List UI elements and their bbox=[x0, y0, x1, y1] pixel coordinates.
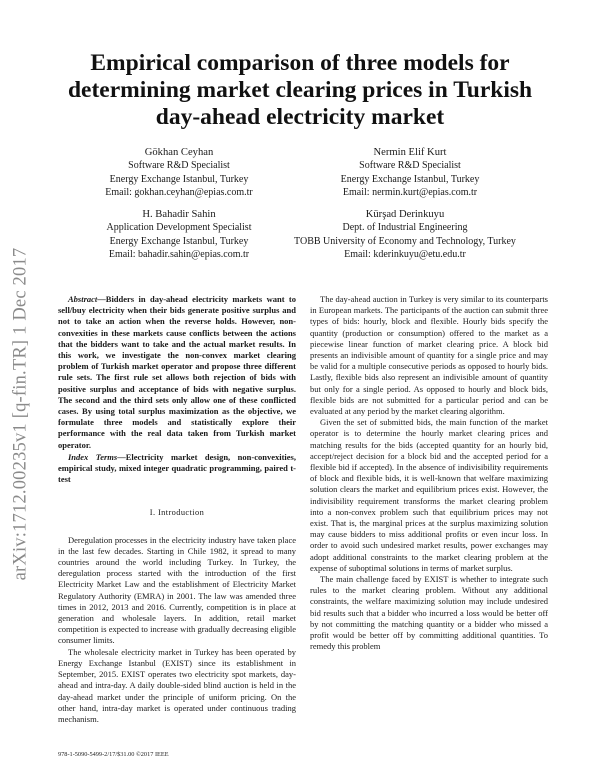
abstract-text: —Bidders in day-ahead electricity markets want to sell/buy electricity when their bids generate positive surplus and not to take an action when the reverse holds. However, non-convexities in these markets cause conflicts between the actions that the bidders want to take and the actual market results. In this work, we investigate the non-convex market clearing problem of Turkish market operator and propose three different rule sets. The first rule set allows both rejection of bids with positive surplus and acceptance of bids with negative surplus. The second and the third sets only allow one of these conflicted cases. By using total surplus maximization as the objective, we formulate three models and statistically explore their performance with the real data taken from Turkish market operator. bbox=[58, 294, 296, 450]
body-paragraph: The wholesale electricity market in Turkey has been operated by Energy Exchange Istanbul (EXIST) since its establishment in September, 2015. EXIST operates two electricity spot markets, day-ahead and intra-day. A daily double-sided blind auction is held in the day-ahead market under the principle of uniform pricing. On the other hand, intra-day market is operated under continuous trading mechanism. bbox=[58, 646, 296, 724]
right-column bbox=[310, 294, 548, 653]
arxiv-sidebar bbox=[2, 214, 40, 614]
body-paragraph: Deregulation processes in the electricity industry have taken place in the last few decades. Starting in Chile 1982, it spread to many countries around the world including Turkey. In Turkey, the deregulation process started with the introduction of the first Electricity Market Law and the establishment of Electricity Market Regulatory Authority (EMRA) in 2001. The law was amended three times in 2012, 2013 and 2016. Currently, competition is in place at generation and wholesale layers. In addition, retail market competition is expected to increase with gradually decreasing eligible consumer limits. bbox=[58, 534, 296, 646]
author-block bbox=[300, 146, 520, 199]
index-terms bbox=[58, 452, 296, 486]
author-role: Software R&D Specialist bbox=[359, 160, 461, 172]
body-paragraph: Given the set of submitted bids, the main function of the market operator is to determine the hourly market clearing prices and matching results for the bids (accepted quantity for an hourly bid, accept/reject decision for a block bid and the accepted period for a flexible bid if accepted). In the absence of indivisibility requirements of block and flexible bids, it is well-known that welfare maximizing solution clears the market and equilibrium prices exist. However, the indivisibility requirement transforms the market clearing problem into a non-convex problem such that equilibrium prices may not exist. That is, the marginal prices at the surplus maximizing solution may cause bidders to miss additional profits or even incur loss. In order to avoid such undesired market results, power exchanges may adopt additional constraints to the market clearing problem at the expense of suboptimal solutions in terms of market surplus. bbox=[310, 417, 548, 573]
index-terms-text: —Electricity market design, non-convexities, empirical study, mixed integer quadratic programming, paired t-test bbox=[58, 451, 296, 485]
abstract-label: Abstract bbox=[68, 294, 98, 304]
author-role: Dept. of Industrial Engineering bbox=[342, 222, 468, 234]
author-block bbox=[245, 208, 565, 261]
author-affiliation: Energy Exchange Istanbul, Turkey bbox=[109, 235, 249, 247]
author-name: H. Bahadir Sahin bbox=[142, 209, 216, 220]
author-affiliation: Energy Exchange Istanbul, Turkey bbox=[109, 173, 249, 185]
author-block bbox=[74, 146, 284, 199]
body-paragraph: The day-ahead auction in Turkey is very similar to its counterparts in European markets. The participants of the auction can submit three types of bids: hourly, block and flexible. Hourly bids specify the quantity (production or consumption) offered to the market as a piecewise linear function of market clearing price. A block bid presents an indivisible amount of quantity for a single price and may be valid for a multiple consecutive periods as opposed to hourly bids. Lastly, flexible bids also represent an indivisible amount of quantity but only for a single period. As opposed to hourly and block bids, flexible bids are not submitted for a particular period and can be evaluated at any period by the market clearing algorithm. bbox=[310, 294, 548, 417]
author-email: Email: nermin.kurt@epias.com.tr bbox=[342, 186, 478, 198]
arxiv-identifier: arXiv:1712.00235v1 [q-fin.TR] 1 Dec 2017 bbox=[10, 247, 31, 581]
author-name: Kürşad Derinkuyu bbox=[365, 209, 445, 220]
author-email: Email: bahadir.sahin@epias.com.tr bbox=[108, 248, 250, 260]
author-name: Gökhan Ceyhan bbox=[144, 147, 214, 158]
author-email: Email: gokhan.ceyhan@epias.com.tr bbox=[105, 186, 253, 198]
section-heading: I. Introduction bbox=[149, 508, 205, 518]
author-role: Software R&D Specialist bbox=[128, 160, 230, 172]
author-name: Nermin Elif Kurt bbox=[373, 147, 447, 158]
abstract bbox=[58, 294, 296, 451]
author-affiliation: Energy Exchange Istanbul, Turkey bbox=[340, 173, 480, 185]
index-terms-label: Index Terms bbox=[68, 451, 118, 462]
paper-title: Empirical comparison of three models for determining market clearing prices in Turkish day-ahead electricity market bbox=[67, 50, 533, 130]
body-paragraph: The main challenge faced by EXIST is whether to integrate such rules to the market clearing problem. Without any additional constraints, the welfare maximizing solution may include undesired bid results such that a bidder who incurred a loss would be better off by not committing the matching quantity or a bidder who missed a profit would be better off by committing additional quantities. To remedy this problem bbox=[310, 574, 548, 652]
left-column bbox=[58, 294, 296, 725]
copyright-footer: 978-1-5090-5499-2/17/$31.00 ©2017 IEEE bbox=[58, 751, 169, 758]
author-affiliation: TOBB University of Economy and Technology, Turkey bbox=[294, 235, 516, 247]
author-email: Email: kderinkuyu@etu.edu.tr bbox=[344, 248, 466, 260]
author-role: Application Development Specialist bbox=[106, 222, 252, 234]
